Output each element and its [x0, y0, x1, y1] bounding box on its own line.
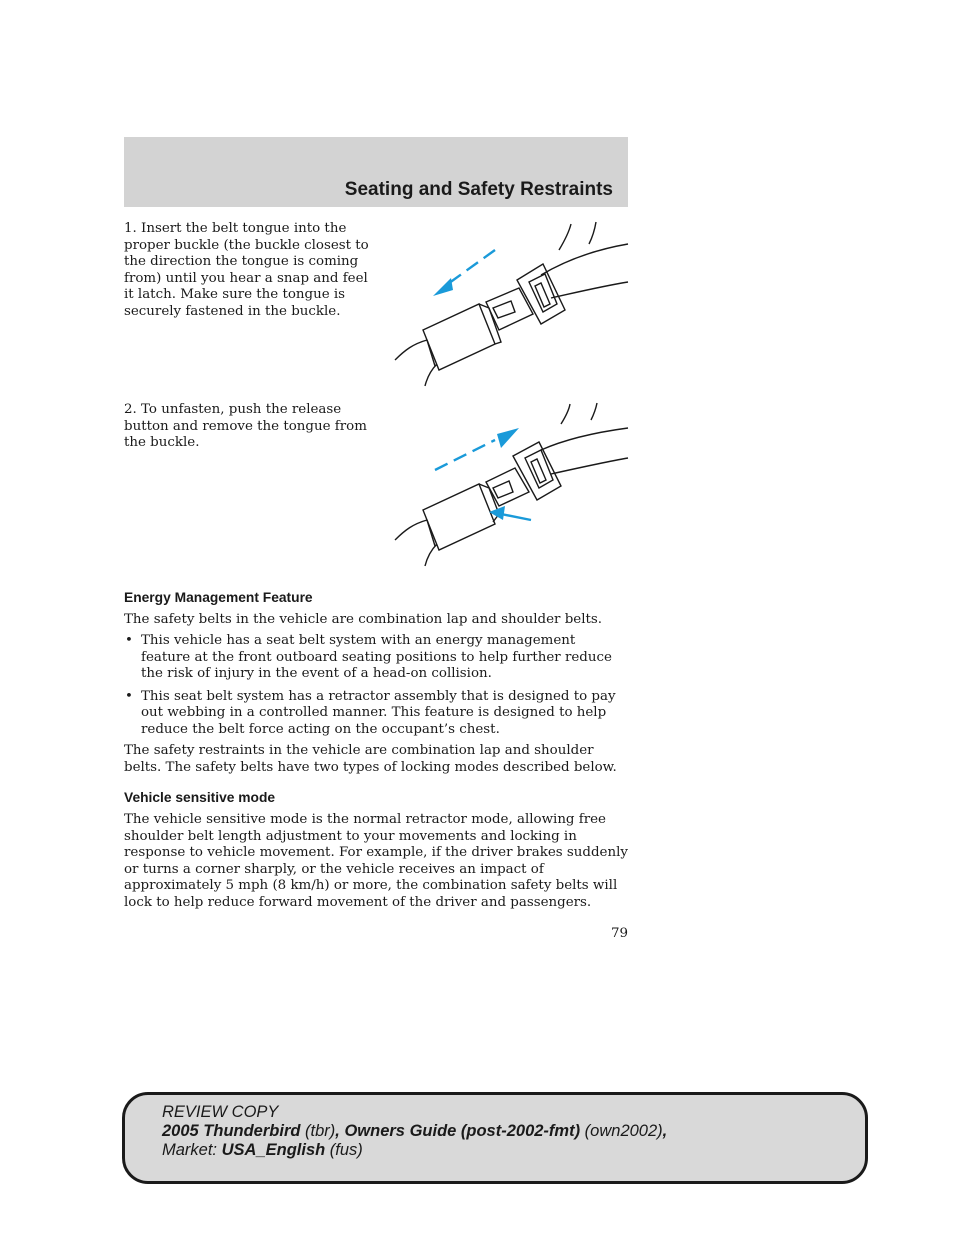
step-1-text: 1. Insert the belt tongue into the proper buckle (the buckle closest to the direction the tongue is coming from) until you hear a snap and feel it latch. Make sure the tongue is securely fastened in the buckle. [124, 221, 369, 319]
guide-name: , Owners Guide (post-2002-fmt) [335, 1122, 581, 1140]
energy-management-heading: Energy Management Feature [124, 590, 313, 605]
review-copy-footer [122, 1092, 868, 1184]
market-label: Market: [162, 1141, 222, 1159]
energy-bullet-list [124, 633, 628, 744]
bullet-icon: • [125, 633, 133, 648]
insert-direction-arrow-icon [433, 278, 453, 296]
model-code: (tbr) [300, 1122, 336, 1140]
vehicle-sensitive-mode-body: The vehicle sensitive mode is the normal retractor mode, allowing free shoulder belt length adjustment to your movements and locking in response to vehicle movement. For example, if the driver brakes suddenly or turns a corner sharply, or the vehicle receives an impact of approximately 5 mph (8 km/h) or more, the combination safety belts will lock to help reduce forward movement of the driver and passengers. [124, 812, 628, 910]
bullet-icon: • [125, 688, 133, 704]
market-code: (fus) [325, 1141, 363, 1159]
market-value: USA_English [221, 1141, 326, 1159]
energy-intro: The safety belts in the vehicle are combination lap and shoulder belts. [124, 612, 603, 627]
fasten-belt-illustration [383, 220, 633, 390]
footer-line-2 [162, 1122, 667, 1141]
footer-line-3 [162, 1141, 667, 1160]
bullet-text: This seat belt system has a retractor assembly that is designed to pay out webbing in a controlled manner. This feature is designed to help reduce the belt force acting on the occupant’s chest. [141, 688, 616, 737]
section-header-band [124, 137, 628, 207]
step-2-text: 2. To unfasten, push the release button and remove the tongue from the buckle. [124, 402, 367, 450]
release-direction-arrow-icon [497, 428, 519, 448]
guide-code: (own2002) [580, 1122, 663, 1140]
bullet-text: This vehicle has a seat belt system with an energy management feature at the front outboard seating positions to help further reduce the risk of injury in the event of a head-on collision. [141, 633, 612, 681]
model-name: 2005 Thunderbird [162, 1122, 301, 1140]
bullet-item [124, 633, 628, 683]
page-number: 79 [610, 926, 628, 941]
energy-closing: The safety restraints in the vehicle are combination lap and shoulder belts. The safety belts have two types of locking modes described below. [124, 743, 617, 775]
unfasten-belt-illustration [383, 402, 633, 572]
footer-comma: , [662, 1122, 668, 1140]
vehicle-sensitive-mode-heading: Vehicle sensitive mode [124, 790, 276, 805]
footer-text [162, 1103, 667, 1160]
section-title: Seating and Safety Restraints [344, 179, 613, 200]
bullet-item [124, 689, 628, 739]
review-copy-label: REVIEW COPY [162, 1103, 279, 1121]
